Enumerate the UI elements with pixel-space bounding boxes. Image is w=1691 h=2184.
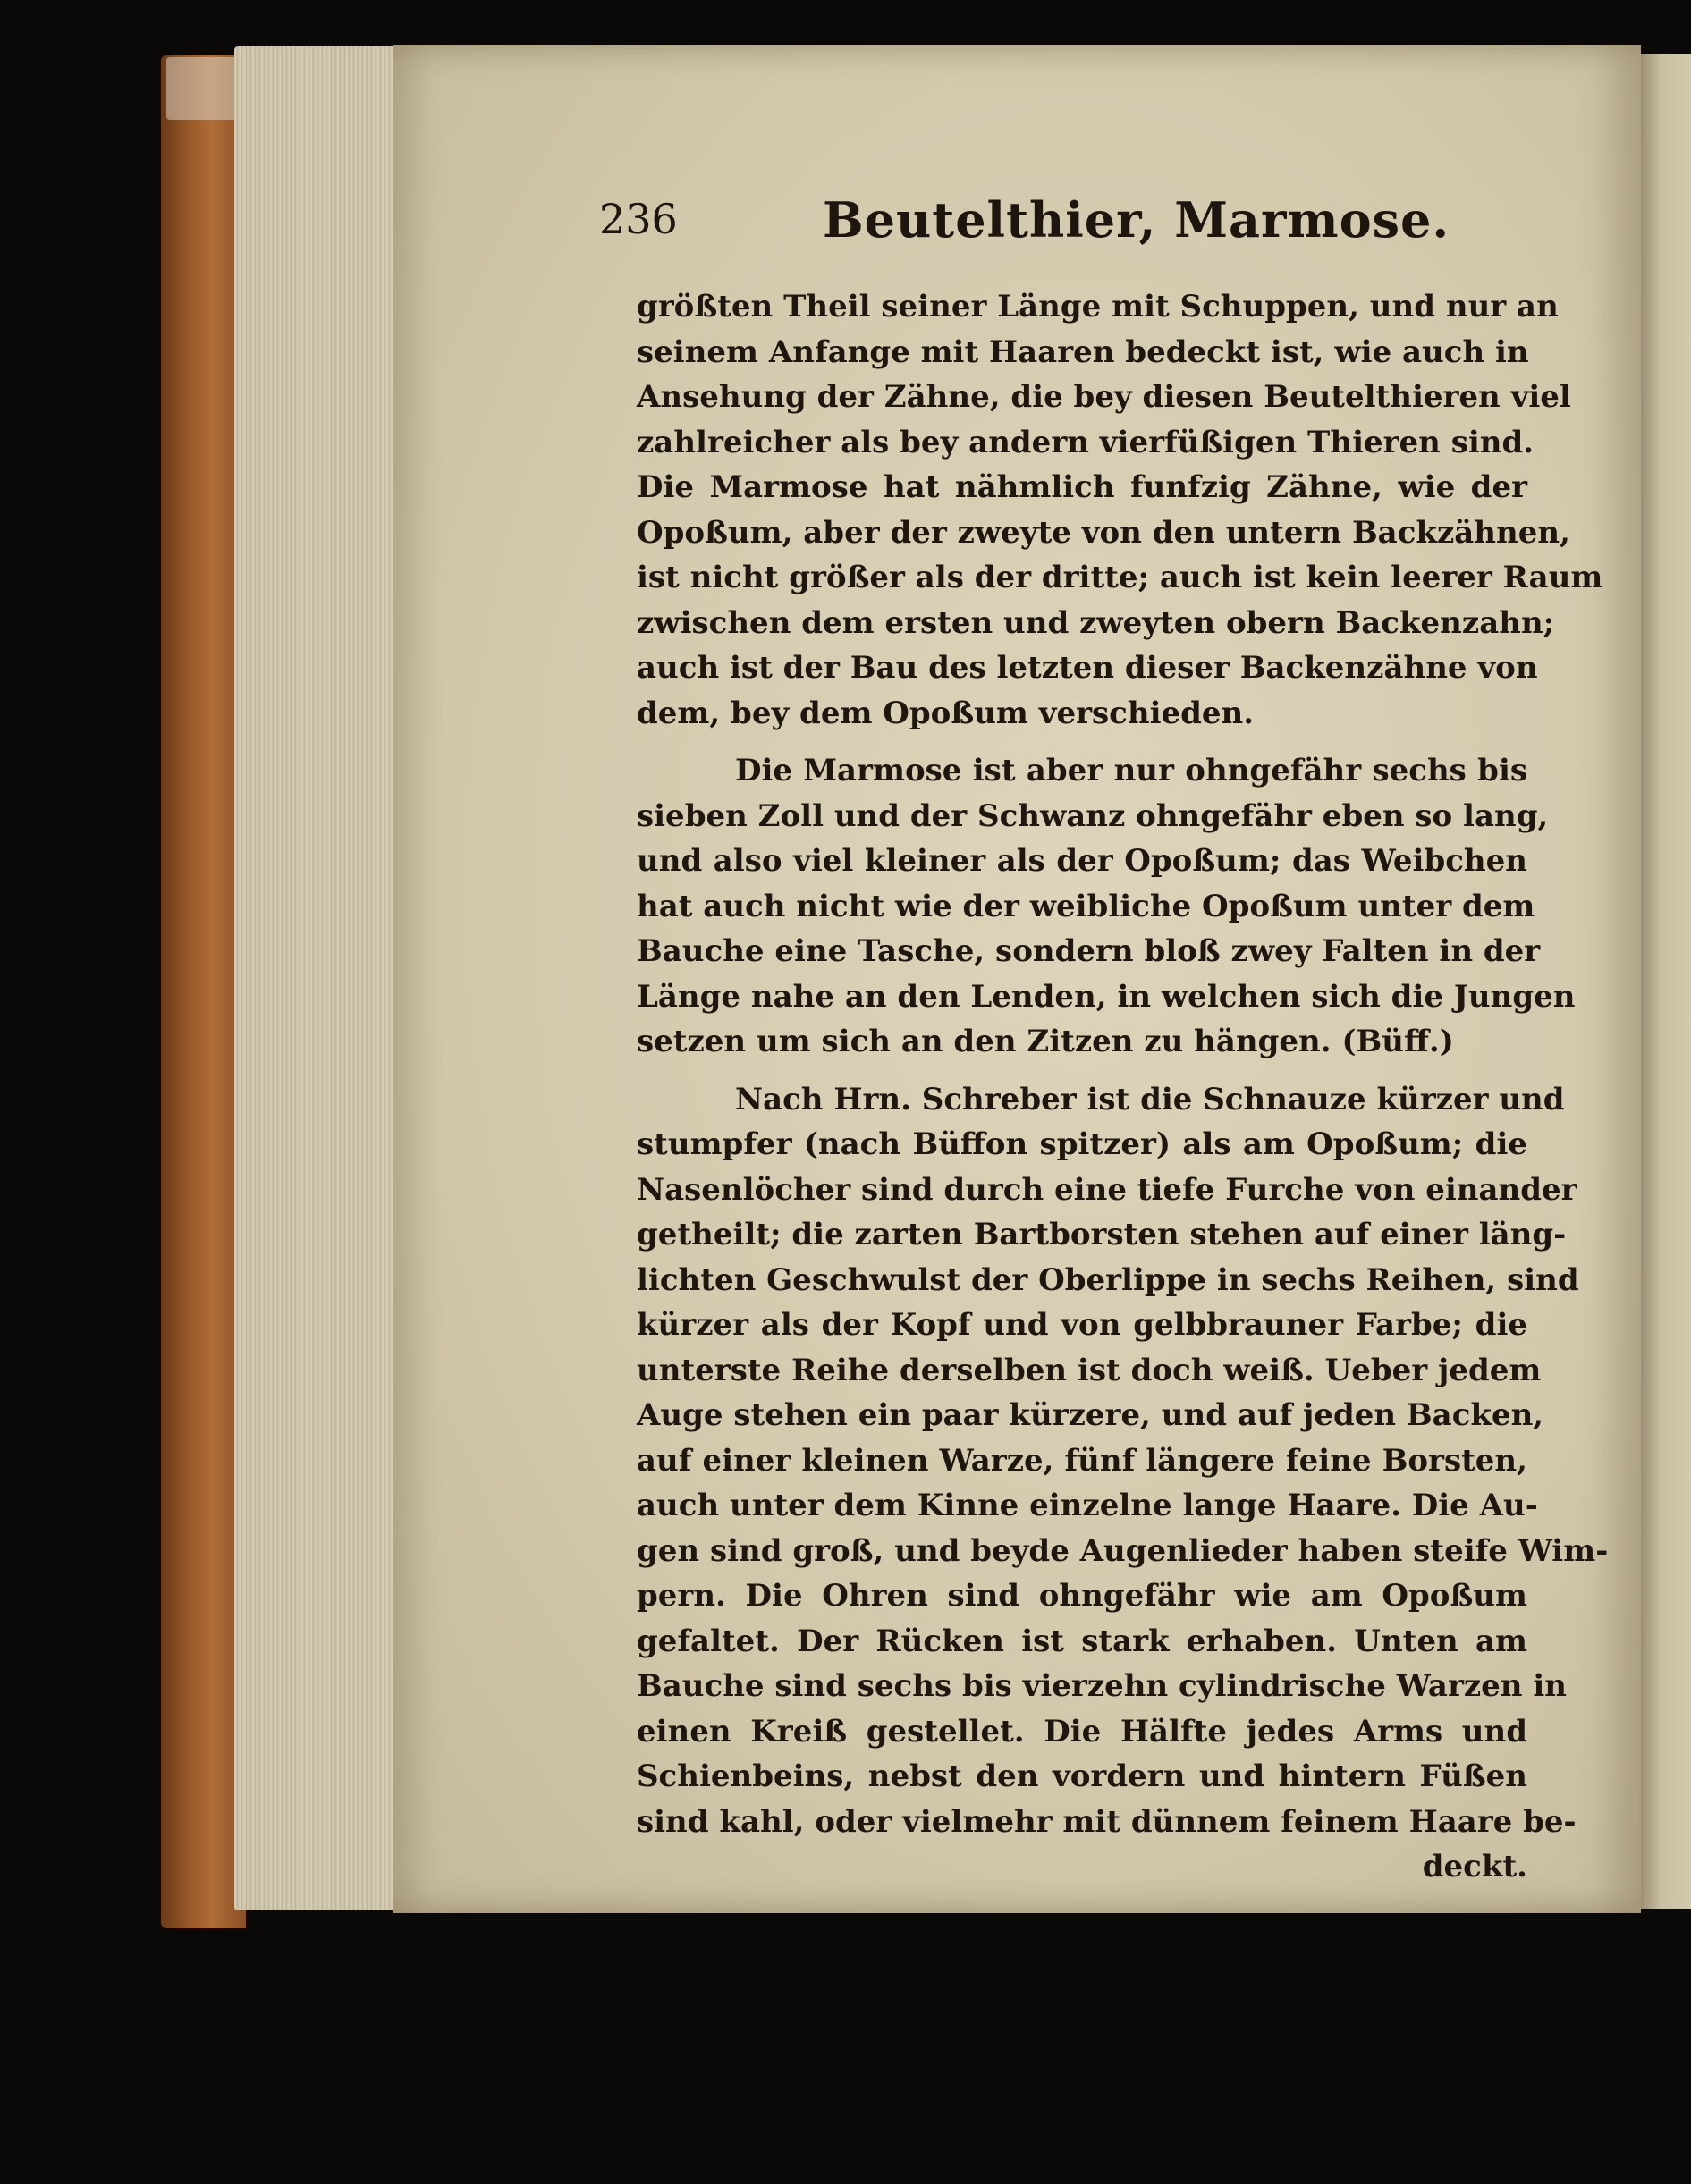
text-line: gen sind groß, und beyde Augenlieder haben steife Wim- [637, 1532, 1609, 1569]
cover-wear-patch [166, 57, 238, 120]
text-line: hat auch nicht wie der weibliche Opoßum unter dem [637, 888, 1535, 924]
text-line: und also viel kleiner als der Opoßum; das Weibchen [637, 843, 1527, 879]
text-line: seinem Anfange mit Haaren bedeckt ist, wie auch in [637, 333, 1529, 370]
text-line: Nach Hrn. Schreber ist die Schnauze kürzer und [735, 1081, 1565, 1117]
text-line: Schienbeins, nebst den vordern und hintern Füßen [637, 1758, 1527, 1794]
text-line: größten Theil seiner Länge mit Schuppen, und nur an [637, 289, 1559, 325]
text-line: Opoßum, aber der zweyte von den untern Backzähnen, [637, 514, 1570, 551]
text-line: dem, bey dem Opoßum verschieden. [637, 695, 1255, 731]
text-line: Die Marmose ist aber nur ohngefähr sechs bis [735, 753, 1527, 788]
text-line: auch ist der Bau des letzten dieser Backenzähne von [637, 650, 1538, 686]
paragraph [637, 284, 1603, 736]
text-line: gefaltet. Der Rücken ist stark erhaben. Unten am [637, 1623, 1527, 1659]
text-line: kürzer als der Kopf und von gelbbrauner Farbe; die [637, 1307, 1527, 1343]
text-line: Die Marmose hat nähmlich funfzig Zähne, wie der [637, 469, 1527, 505]
paragraph [637, 748, 1576, 1065]
body-text [637, 284, 1609, 1890]
text-line: zahlreicher als bey andern vierfüßigen Thieren sind. [637, 424, 1535, 460]
text-line: auch unter dem Kinne einzelne lange Haare. Die Au- [637, 1488, 1538, 1523]
text-line: auf einer kleinen Warze, fünf längere feine Borsten, [637, 1442, 1527, 1479]
text-line: getheilt; die zarten Bartborsten stehen auf einer läng- [637, 1217, 1567, 1252]
text-line: Ansehung der Zähne, die bey diesen Beutelthieren viel [637, 379, 1571, 415]
text-line: lichten Geschwulst der Oberlippe in sechs Reihen, sind [637, 1261, 1579, 1298]
text-line: Nasenlöcher sind durch eine tiefe Furche von einander [637, 1171, 1577, 1208]
running-title: Beutelthier, Marmose. [823, 191, 1450, 249]
page-edges [234, 46, 393, 1910]
text-line: unterste Reihe derselben ist doch weiß. Ueber jedem [637, 1352, 1542, 1388]
paragraph [637, 1077, 1609, 1845]
page-header [599, 191, 1529, 257]
text-line: zwischen dem ersten und zweyten obern Backenzahn; [637, 604, 1555, 641]
text-line: ist nicht größer als der dritte; auch ist kein leerer Raum [637, 560, 1603, 595]
book-cover-leather [161, 55, 246, 1928]
page-number: 236 [599, 195, 678, 243]
text-line: setzen um sich an den Zitzen zu hängen. (Büff.) [637, 1024, 1454, 1059]
text-line: stumpfer (nach Büffon spitzer) als am Opoßum; die [637, 1126, 1527, 1162]
text-line: sieben Zoll und der Schwanz ohngefähr eben so lang, [637, 797, 1549, 834]
text-line: Bauche sind sechs bis vierzehn cylindrische Warzen in [637, 1668, 1567, 1704]
facing-page-edge [1641, 54, 1691, 1909]
catchword: deckt. [1422, 1849, 1527, 1885]
text-line: einen Kreiß gestellet. Die Hälfte jedes Arms und [637, 1713, 1527, 1750]
text-line: pern. Die Ohren sind ohngefähr wie am Opoßum [637, 1578, 1527, 1614]
text-line: Auge stehen ein paar kürzere, und auf jeden Backen, [637, 1397, 1544, 1433]
text-line: Länge nahe an den Lenden, in welchen sich die Jungen [637, 978, 1576, 1015]
text-line: sind kahl, oder vielmehr mit dünnem feinem Haare be- [637, 1803, 1577, 1840]
text-line: Bauche eine Tasche, sondern bloß zwey Falten in der [637, 933, 1541, 969]
